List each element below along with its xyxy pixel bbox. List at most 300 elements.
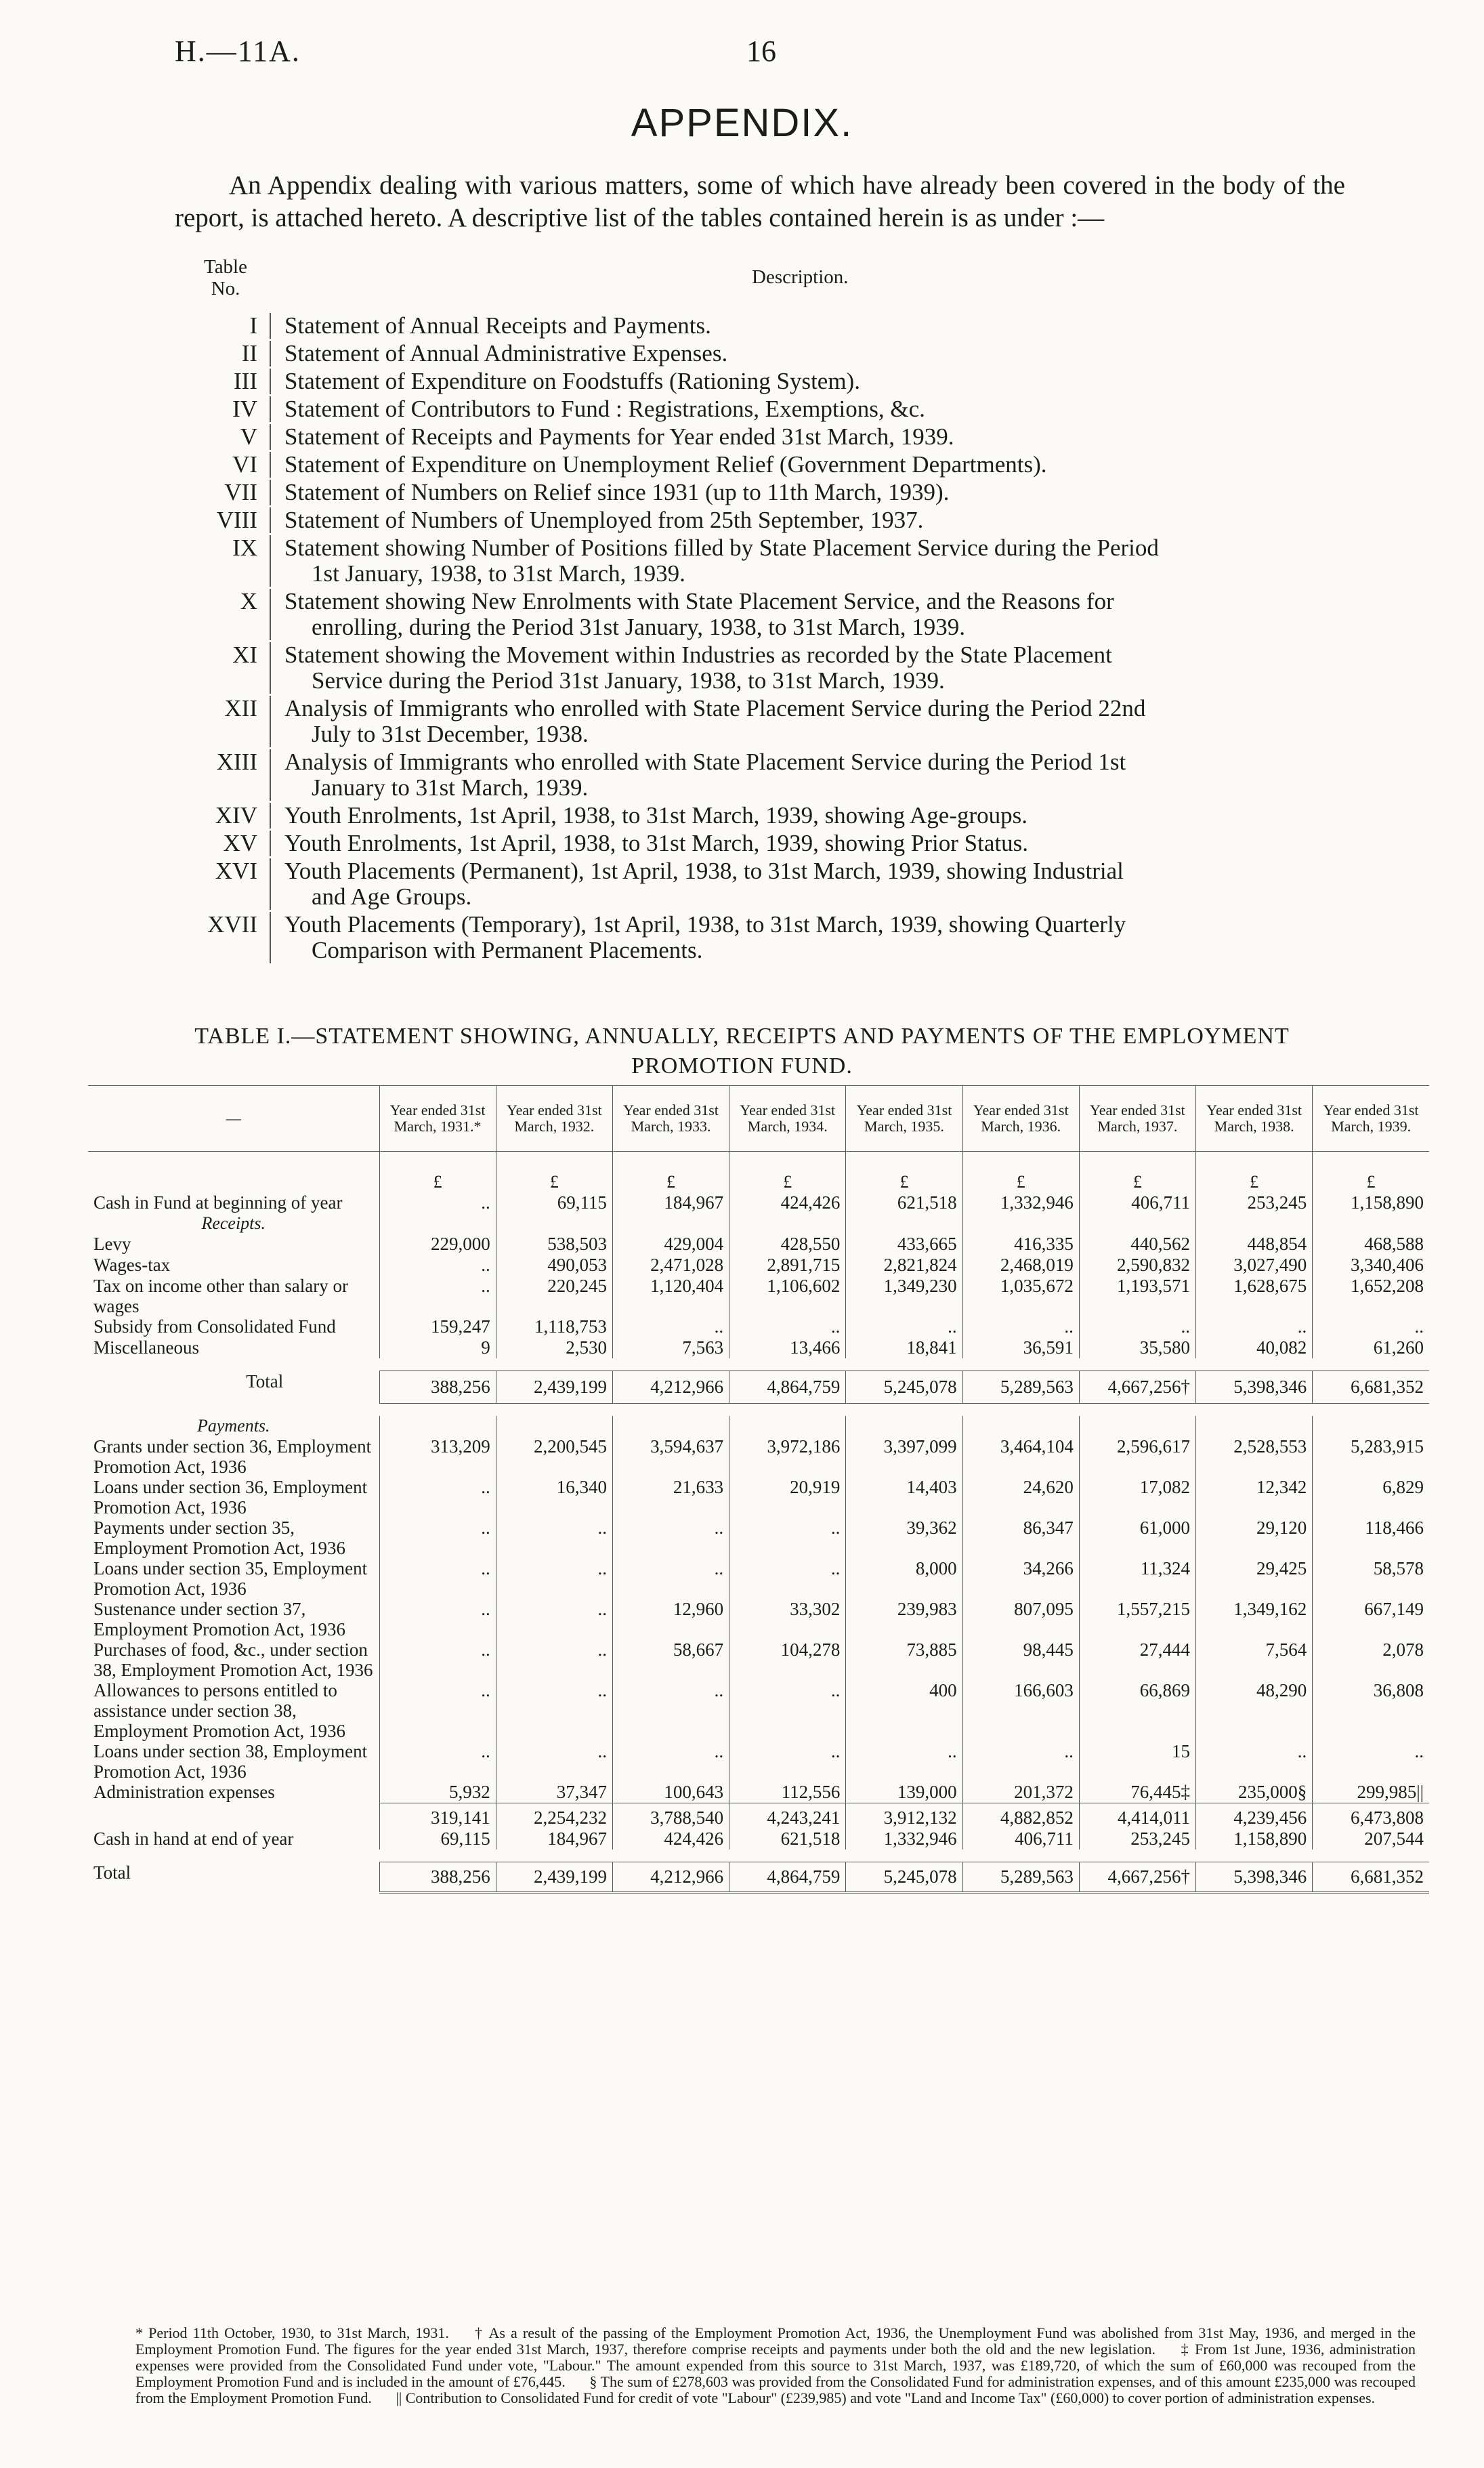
currency-cell: £ <box>612 1152 729 1193</box>
toc-item-number: XV <box>223 830 257 856</box>
toc-item-text: Statement showing the Movement within Industries as recorded by the State Placement <box>284 642 1112 668</box>
table-cell: 1,193,571 <box>1079 1276 1195 1316</box>
table-cell: 69,115 <box>379 1828 496 1849</box>
table-cell: 2,468,019 <box>962 1255 1079 1276</box>
table-cell: 98,445 <box>962 1639 1079 1680</box>
table-cell: .. <box>496 1558 612 1599</box>
table-column-header: Year ended 31st March, 1939. <box>1313 1086 1429 1152</box>
table-cell: 24,620 <box>962 1477 1079 1518</box>
table-cell: 3,397,099 <box>846 1436 962 1477</box>
table-cell: 118,466 <box>1313 1518 1429 1558</box>
toc-item-text: Youth Placements (Permanent), 1st April, 1938, to 31st March, 1939, showing Industrial <box>284 858 1124 884</box>
table-cell: 299,985|| <box>1313 1782 1429 1803</box>
table-cell: 7,564 <box>1196 1639 1313 1680</box>
table-cell: 2,528,553 <box>1196 1436 1313 1477</box>
table-cell: 15 <box>1079 1741 1195 1782</box>
table-cell: 2,596,617 <box>1079 1436 1195 1477</box>
receipts-payments-table <box>88 1085 1429 1894</box>
table-column-header: Year ended 31st March, 1935. <box>846 1086 962 1152</box>
toc-item-description <box>270 912 1347 963</box>
table-cell: 1,035,672 <box>962 1276 1079 1316</box>
table-cell <box>962 1416 1079 1436</box>
table-cell: .. <box>379 1518 496 1558</box>
table-cell: 440,562 <box>1079 1234 1195 1255</box>
table-cell: 5,398,346 <box>1196 1862 1313 1893</box>
toc-item-number: XVI <box>215 858 257 884</box>
table-cell: 1,118,753 <box>496 1316 612 1337</box>
table-cell: 18,841 <box>846 1337 962 1358</box>
table-cell: 2,254,232 <box>496 1803 612 1829</box>
table-of-contents <box>175 313 1347 965</box>
table-cell: .. <box>1196 1316 1313 1337</box>
table-cell: 1,652,208 <box>1313 1276 1429 1316</box>
table-cell: 5,245,078 <box>846 1862 962 1893</box>
spacer-row <box>88 1404 1429 1417</box>
row-label: Purchases of food, &c., under section 38, Employment Promotion Act, 1936 <box>93 1639 373 1680</box>
table-cell: 3,027,490 <box>1196 1255 1313 1276</box>
table-cell: 1,106,602 <box>729 1276 846 1316</box>
toc-item <box>175 642 1347 694</box>
table-cell: 1,557,215 <box>1079 1599 1195 1639</box>
table-cell: 3,594,637 <box>612 1436 729 1477</box>
table-cell: 406,711 <box>962 1828 1079 1849</box>
table-cell: .. <box>729 1558 846 1599</box>
toc-item <box>175 341 1347 367</box>
table-cell: 14,403 <box>846 1477 962 1518</box>
toc-item <box>175 313 1347 339</box>
table-cell: 538,503 <box>496 1234 612 1255</box>
table-cell: 429,004 <box>612 1234 729 1255</box>
table-cell: 239,983 <box>846 1599 962 1639</box>
table-cell: 388,256 <box>379 1371 496 1404</box>
table-cell: .. <box>379 1639 496 1680</box>
table-cell: 220,245 <box>496 1276 612 1316</box>
table-cell: 112,556 <box>729 1782 846 1803</box>
table-cell: 2,821,824 <box>846 1255 962 1276</box>
toc-item-continuation: January to 31st March, 1939. <box>312 774 589 801</box>
table-cell: 4,864,759 <box>729 1862 846 1893</box>
toc-item-continuation: 1st January, 1938, to 31st March, 1939. <box>312 560 685 587</box>
table-cell <box>729 1416 846 1436</box>
toc-item-number: V <box>240 423 257 450</box>
toc-item-continuation: enrolling, during the Period 31st January, 1938, to 31st March, 1939. <box>312 614 965 640</box>
toc-item-text: Analysis of Immigrants who enrolled with State Placement Service during the Period 1st <box>284 749 1126 775</box>
toc-item-description <box>270 369 1347 394</box>
table-cell <box>1313 1416 1429 1436</box>
table-cell: 229,000 <box>379 1234 496 1255</box>
table-cell: 207,544 <box>1313 1828 1429 1849</box>
table-row <box>88 1558 1429 1599</box>
document-reference: H.—11A. <box>175 35 301 68</box>
table-cell: 29,120 <box>1196 1518 1313 1558</box>
table-cell: 6,829 <box>1313 1477 1429 1518</box>
toc-item-number: XVII <box>207 911 257 938</box>
table-row <box>88 1337 1429 1358</box>
table-cell: .. <box>729 1316 846 1337</box>
table-cell: 4,414,011 <box>1079 1803 1195 1829</box>
table-cell <box>846 1416 962 1436</box>
table-cell <box>496 1213 612 1234</box>
table-row <box>88 1862 1429 1893</box>
table-cell: 667,149 <box>1313 1599 1429 1639</box>
toc-item-text: Statement of Annual Administrative Expenses. <box>284 340 728 367</box>
table-cell: 2,200,545 <box>496 1436 612 1477</box>
table-cell <box>1079 1213 1195 1234</box>
footnote: § The sum of £278,603 was provided from the Consolidated Fund for administration expenses, and of this amount £235,000 was recouped from the Employment Promotion Fund. <box>135 2373 1416 2406</box>
intro-paragraph: An Appendix dealing with various matters, some of which have already been covered in the body of the report, is attached hereto. A descriptive list of the tables contained herein is as under :— <box>175 171 1345 232</box>
table-cell: 13,466 <box>729 1337 846 1358</box>
table-cell: 12,342 <box>1196 1477 1313 1518</box>
table-cell: .. <box>1313 1741 1429 1782</box>
toc-item-description <box>270 535 1347 587</box>
toc-item <box>175 803 1347 829</box>
table-row <box>88 1255 1429 1276</box>
toc-item-description <box>270 480 1347 505</box>
table-cell: 4,667,256† <box>1079 1862 1195 1893</box>
table-cell: 253,245 <box>1196 1192 1313 1213</box>
row-label: Loans under section 35, Employment Promotion Act, 1936 <box>93 1558 368 1599</box>
currency-cell: £ <box>1079 1152 1195 1193</box>
table-row <box>88 1192 1429 1213</box>
toc-item-text: Statement of Expenditure on Foodstuffs (Rationing System). <box>284 368 860 394</box>
toc-item <box>175 396 1347 422</box>
table-cell: 48,290 <box>1196 1680 1313 1741</box>
toc-item-number: XIV <box>215 802 257 829</box>
row-label: Administration expenses <box>93 1782 275 1802</box>
table-cell: .. <box>379 1276 496 1316</box>
table-cell: .. <box>846 1741 962 1782</box>
toc-item-text: Statement of Numbers on Relief since 1931 (up to 11th March, 1939). <box>284 479 950 505</box>
table-cell: 400 <box>846 1680 962 1741</box>
table-cell <box>729 1213 846 1234</box>
row-label: Loans under section 38, Employment Promotion Act, 1936 <box>93 1741 368 1782</box>
table-cell: 2,891,715 <box>729 1255 846 1276</box>
table-cell: 184,967 <box>496 1828 612 1849</box>
table-cell: .. <box>379 1558 496 1599</box>
table-cell: 807,095 <box>962 1599 1079 1639</box>
table-cell: .. <box>1313 1316 1429 1337</box>
table-cell: 3,912,132 <box>846 1803 962 1829</box>
table-column-header: Year ended 31st March, 1931.* <box>379 1086 496 1152</box>
toc-item-description <box>270 858 1347 910</box>
table-row <box>88 1371 1429 1404</box>
table-cell: 6,473,808 <box>1313 1803 1429 1829</box>
table-cell: .. <box>729 1518 846 1558</box>
table-column-header: Year ended 31st March, 1937. <box>1079 1086 1195 1152</box>
table-cell <box>379 1213 496 1234</box>
toc-item-description <box>270 803 1347 829</box>
table-cell: 7,563 <box>612 1337 729 1358</box>
toc-item-text: Statement of Numbers of Unemployed from 25th September, 1937. <box>284 507 924 533</box>
table-cell: 5,245,078 <box>846 1371 962 1404</box>
table-cell: 4,864,759 <box>729 1371 846 1404</box>
table-cell: 4,882,852 <box>962 1803 1079 1829</box>
toc-item <box>175 589 1347 640</box>
table-cell: 184,967 <box>612 1192 729 1213</box>
toc-item-number: III <box>234 368 257 394</box>
table-cell: 1,332,946 <box>962 1192 1079 1213</box>
table-row <box>88 1803 1429 1829</box>
row-label: Cash in hand at end of year <box>93 1828 294 1849</box>
row-label: Levy <box>93 1234 131 1254</box>
table-cell: 1,158,890 <box>1313 1192 1429 1213</box>
table-cell: .. <box>496 1639 612 1680</box>
table-cell: .. <box>612 1518 729 1558</box>
row-label: Payments. <box>196 1416 270 1436</box>
table-cell: 9 <box>379 1337 496 1358</box>
table-cell: .. <box>496 1599 612 1639</box>
table-row <box>88 1741 1429 1782</box>
table-cell: 201,372 <box>962 1782 1079 1803</box>
table-cell: 5,289,563 <box>962 1862 1079 1893</box>
table-cell: 6,681,352 <box>1313 1862 1429 1893</box>
table-cell: .. <box>379 1255 496 1276</box>
toc-item-description <box>270 341 1347 367</box>
table-cell <box>1196 1416 1313 1436</box>
table-cell: .. <box>612 1316 729 1337</box>
table-row <box>88 1680 1429 1741</box>
table-cell: 5,283,915 <box>1313 1436 1429 1477</box>
table-cell: 424,426 <box>729 1192 846 1213</box>
table-row <box>88 1436 1429 1477</box>
table-cell: 1,120,404 <box>612 1276 729 1316</box>
toc-item <box>175 912 1347 963</box>
table-cell: .. <box>612 1558 729 1599</box>
toc-item-text: Statement showing New Enrolments with State Placement Service, and the Reasons for <box>284 588 1114 614</box>
toc-item-text: Youth Enrolments, 1st April, 1938, to 31st March, 1939, showing Prior Status. <box>284 830 1029 856</box>
toc-item-description <box>270 749 1347 801</box>
table-cell: .. <box>379 1599 496 1639</box>
table-cell: .. <box>379 1192 496 1213</box>
table-cell <box>1079 1416 1195 1436</box>
toc-item-number: XII <box>224 695 257 721</box>
table-cell: 104,278 <box>729 1639 846 1680</box>
spacer-cell <box>88 1849 1429 1862</box>
table-cell: 5,398,346 <box>1196 1371 1313 1404</box>
table-cell: 20,919 <box>729 1477 846 1518</box>
toc-item <box>175 696 1347 747</box>
table-cell: .. <box>379 1680 496 1741</box>
table-title-line2: PROMOTION FUND. <box>631 1053 853 1079</box>
toc-item-description <box>270 696 1347 747</box>
table-cell: 61,000 <box>1079 1518 1195 1558</box>
toc-item <box>175 369 1347 394</box>
table-cell <box>1313 1213 1429 1234</box>
toc-item-text: Statement of Contributors to Fund : Registrations, Exemptions, &c. <box>284 396 925 422</box>
table-row <box>88 1518 1429 1558</box>
footnote: || Contribution to Consolidated Fund for credit of vote "Labour" (£239,985) and vote "Land and Income Tax" (£60,000) to cover portion of administration expenses. <box>396 2389 1376 2406</box>
table-cell: 17,082 <box>1079 1477 1195 1518</box>
table-cell: 36,591 <box>962 1337 1079 1358</box>
table-cell: .. <box>379 1741 496 1782</box>
toc-column-description: Description. <box>752 266 849 288</box>
table-cell: 319,141 <box>379 1803 496 1829</box>
table-cell: 2,078 <box>1313 1639 1429 1680</box>
table-cell <box>612 1213 729 1234</box>
row-label: Wages-tax <box>93 1255 171 1275</box>
spacer-cell <box>88 1358 1429 1371</box>
table-cell: 5,932 <box>379 1782 496 1803</box>
footnote: ‡ From 1st June, 1936, administration expenses were provided from the Consolidated Fund under vote, "Labour." The amount expended from this source to 31st March, 1937, was £189,720, of which the sum of £60,000 was recouped from the Employment Promotion Fund and is included in the amount of £76,445. <box>135 2341 1416 2390</box>
table-cell: .. <box>496 1680 612 1741</box>
footnote: * Period 11th October, 1930, to 31st March, 1931. <box>135 2324 449 2341</box>
table-cell: .. <box>962 1741 1079 1782</box>
table-cell: .. <box>962 1316 1079 1337</box>
row-label: Receipts. <box>201 1213 266 1233</box>
table-title <box>0 1022 1484 1081</box>
toc-item-number: XI <box>232 642 257 668</box>
table-cell: 36,808 <box>1313 1680 1429 1741</box>
table-cell: .. <box>612 1741 729 1782</box>
toc-item-continuation: July to 31st December, 1938. <box>312 721 589 747</box>
toc-item-number: X <box>240 588 257 614</box>
table-cell: 4,243,241 <box>729 1803 846 1829</box>
toc-item-text: Youth Placements (Temporary), 1st April, 1938, to 31st March, 1939, showing Quarterly <box>284 911 1126 938</box>
table-cell: 4,239,456 <box>1196 1803 1313 1829</box>
row-label: Loans under section 36, Employment Promotion Act, 1936 <box>93 1477 368 1518</box>
row-label: Total <box>93 1862 131 1883</box>
spacer-row <box>88 1849 1429 1862</box>
table-cell: 2,590,832 <box>1079 1255 1195 1276</box>
toc-item <box>175 424 1347 450</box>
toc-item-continuation: Service during the Period 31st January, 1938, to 31st March, 1939. <box>312 667 945 694</box>
currency-cell: £ <box>962 1152 1079 1193</box>
page-title: APPENDIX. <box>631 101 853 145</box>
toc-item-text: Statement of Annual Receipts and Payments. <box>284 312 711 339</box>
toc-item-continuation: and Age Groups. <box>312 883 472 910</box>
table-cell: 416,335 <box>962 1234 1079 1255</box>
toc-item-continuation: Comparison with Permanent Placements. <box>312 937 703 963</box>
toc-item-description <box>270 424 1347 450</box>
table-cell: .. <box>379 1477 496 1518</box>
table-cell <box>1196 1213 1313 1234</box>
table-cell: 16,340 <box>496 1477 612 1518</box>
toc-item-text: Youth Enrolments, 1st April, 1938, to 31st March, 1939, showing Age-groups. <box>284 802 1027 829</box>
table-cell <box>962 1213 1079 1234</box>
table-title-line1: TABLE I.—STATEMENT SHOWING, ANNUALLY, RECEIPTS AND PAYMENTS OF THE EMPLOYMENT <box>194 1024 1290 1049</box>
toc-item-description <box>270 507 1347 533</box>
currency-cell: £ <box>379 1152 496 1193</box>
toc-item-number: II <box>241 340 257 367</box>
table-cell: 40,082 <box>1196 1337 1313 1358</box>
currency-row-label <box>88 1152 379 1193</box>
table-cell: 8,000 <box>846 1558 962 1599</box>
row-label: Sustenance under section 37, Employment Promotion Act, 1936 <box>93 1599 345 1639</box>
table-cell: .. <box>1196 1741 1313 1782</box>
table-cell: 21,633 <box>612 1477 729 1518</box>
currency-cell: £ <box>1196 1152 1313 1193</box>
table-cell: 6,681,352 <box>1313 1371 1429 1404</box>
table-cell: 66,869 <box>1079 1680 1195 1741</box>
table-header-blank: — <box>88 1086 379 1152</box>
table-cell: 2,471,028 <box>612 1255 729 1276</box>
toc-item-number: VII <box>224 479 257 505</box>
table-row <box>88 1828 1429 1849</box>
table-cell: 61,260 <box>1313 1337 1429 1358</box>
row-label: Allowances to persons entitled to assistance under section 38, Employment Promotion Act, 1936 <box>93 1680 345 1741</box>
table-cell: 100,643 <box>612 1782 729 1803</box>
row-label: Grants under section 36, Employment Promotion Act, 1936 <box>93 1436 372 1477</box>
table-row <box>88 1316 1429 1337</box>
toc-item-description <box>270 452 1347 478</box>
table-column-header: Year ended 31st March, 1936. <box>962 1086 1079 1152</box>
table-cell: 253,245 <box>1079 1828 1195 1849</box>
toc-item-number: IX <box>232 535 257 561</box>
table-cell: 1,349,162 <box>1196 1599 1313 1639</box>
row-label: Total <box>246 1371 284 1392</box>
table-cell: 468,588 <box>1313 1234 1429 1255</box>
table-column-header: Year ended 31st March, 1933. <box>612 1086 729 1152</box>
table-cell: 490,053 <box>496 1255 612 1276</box>
table-cell: 166,603 <box>962 1680 1079 1741</box>
spacer-row <box>88 1358 1429 1371</box>
table-cell: 424,426 <box>612 1828 729 1849</box>
table-row <box>88 1639 1429 1680</box>
table-cell: .. <box>496 1518 612 1558</box>
toc-item <box>175 452 1347 478</box>
table-cell: 159,247 <box>379 1316 496 1337</box>
table-cell: 86,347 <box>962 1518 1079 1558</box>
toc-item-description <box>270 831 1347 856</box>
table-cell: 69,115 <box>496 1192 612 1213</box>
table-cell <box>846 1213 962 1234</box>
table-row <box>88 1782 1429 1803</box>
table-column-header: Year ended 31st March, 1934. <box>729 1086 846 1152</box>
table-cell: 448,854 <box>1196 1234 1313 1255</box>
table-cell: 39,362 <box>846 1518 962 1558</box>
toc-item <box>175 535 1347 587</box>
row-label: Payments under section 35, Employment Promotion Act, 1936 <box>93 1518 345 1558</box>
table-cell: 621,518 <box>729 1828 846 1849</box>
table-cell: .. <box>846 1316 962 1337</box>
table-cell: 11,324 <box>1079 1558 1195 1599</box>
footnote: † As a result of the passing of the Employment Promotion Act, 1936, the Unemployment Fund was abolished from 31st May, 1936, and merged in the Employment Promotion Fund. The figures for the year ended 31st March, 1937, therefore comprise receipts and payments under both the old and the new legislation. <box>135 2324 1416 2358</box>
table-cell: 5,289,563 <box>962 1371 1079 1404</box>
table-cell: 621,518 <box>846 1192 962 1213</box>
table-cell: 1,332,946 <box>846 1828 962 1849</box>
table-cell: 73,885 <box>846 1639 962 1680</box>
table-cell: 433,665 <box>846 1234 962 1255</box>
table-cell: 4,212,966 <box>612 1862 729 1893</box>
table-column-header: Year ended 31st March, 1932. <box>496 1086 612 1152</box>
toc-item-number: VIII <box>216 507 257 533</box>
footnotes <box>135 2325 1416 2406</box>
table-cell: 3,972,186 <box>729 1436 846 1477</box>
row-label: Tax on income other than salary or wages <box>93 1276 348 1316</box>
row-label: Subsidy from Consolidated Fund <box>93 1316 336 1337</box>
table-cell: 3,788,540 <box>612 1803 729 1829</box>
table-cell <box>379 1416 496 1436</box>
currency-row <box>88 1152 1429 1193</box>
table-column-header: Year ended 31st March, 1938. <box>1196 1086 1313 1152</box>
table-cell: 35,580 <box>1079 1337 1195 1358</box>
table-cell: 1,349,230 <box>846 1276 962 1316</box>
table-cell: 33,302 <box>729 1599 846 1639</box>
table-row <box>88 1599 1429 1639</box>
table-cell: 2,530 <box>496 1337 612 1358</box>
table-cell: 2,439,199 <box>496 1371 612 1404</box>
table-cell: 27,444 <box>1079 1639 1195 1680</box>
table-cell: 139,000 <box>846 1782 962 1803</box>
currency-cell: £ <box>496 1152 612 1193</box>
table-cell: 29,425 <box>1196 1558 1313 1599</box>
table-cell: 34,266 <box>962 1558 1079 1599</box>
toc-item <box>175 831 1347 856</box>
table-cell: .. <box>729 1680 846 1741</box>
table-cell: 58,578 <box>1313 1558 1429 1599</box>
row-label: Cash in Fund at beginning of year <box>93 1192 343 1213</box>
toc-item-text: Statement showing Number of Positions filled by State Placement Service during the Period <box>284 535 1159 561</box>
